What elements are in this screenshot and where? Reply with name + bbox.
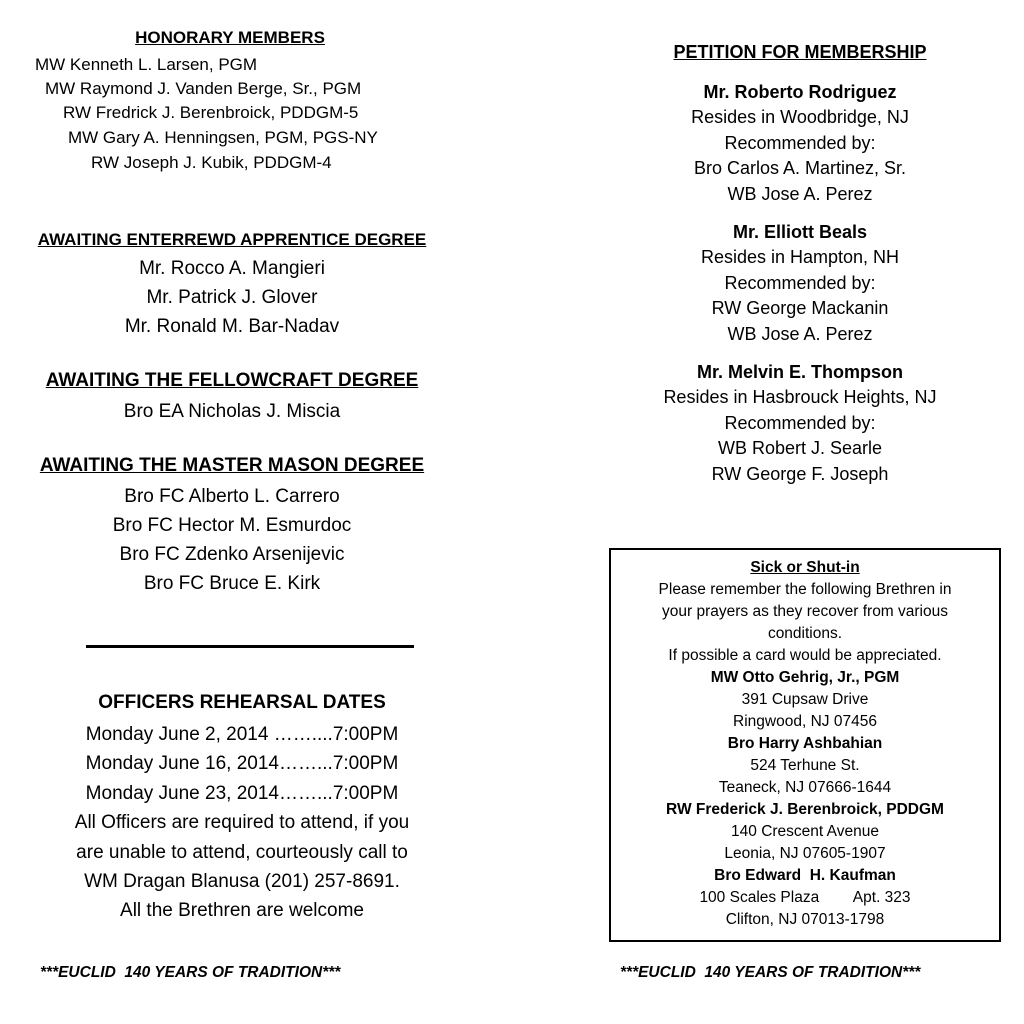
sick-intro: your prayers as they recover from various xyxy=(662,603,948,620)
sick-person-address: 100 Scales Plaza Apt. 323 xyxy=(699,889,911,906)
sick-intro: conditions. xyxy=(767,625,843,642)
sick-person-address: 524 Terhune St. xyxy=(750,757,860,774)
rehearsal-date: Monday June 2, 2014 ……....7:00PM xyxy=(85,724,399,745)
honorary-member: MW Gary A. Henningsen, PGM, PGS-NY xyxy=(68,128,378,147)
awaiting-ea-name: Mr. Rocco A. Mangieri xyxy=(139,258,325,279)
recommender: Bro Carlos A. Martinez, Sr. xyxy=(693,158,907,178)
officers-note: are unable to attend, courteously call to xyxy=(76,842,408,863)
recommended-label: Recommended by: xyxy=(724,273,876,293)
sick-person-name: MW Otto Gehrig, Jr., PGM xyxy=(710,669,900,686)
honorary-member: MW Raymond J. Vanden Berge, Sr., PGM xyxy=(45,79,362,98)
sick-person-name: Bro Edward H. Kaufman xyxy=(714,867,896,884)
awaiting-mm-name: Bro FC Bruce E. Kirk xyxy=(143,573,321,594)
candidate-name: Mr. Elliott Beals xyxy=(732,222,868,242)
officers-rehearsal-heading: OFFICERS REHEARSAL DATES xyxy=(98,692,386,713)
officers-note: All the Brethren are welcome xyxy=(120,900,364,921)
footer-tagline-left: ***EUCLID 140 YEARS OF TRADITION*** xyxy=(40,964,341,981)
honorary-member: MW Kenneth L. Larsen, PGM xyxy=(35,55,258,74)
awaiting-fc-name: Bro EA Nicholas J. Miscia xyxy=(123,401,341,422)
honorary-member: RW Fredrick J. Berenbroick, PDDGM-5 xyxy=(63,103,359,122)
recommender: RW George Mackanin xyxy=(711,298,889,318)
candidate-residence: Resides in Hampton, NH xyxy=(700,247,900,267)
candidate-residence: Resides in Hasbrouck Heights, NJ xyxy=(663,387,937,407)
recommended-label: Recommended by: xyxy=(724,133,876,153)
recommended-label: Recommended by: xyxy=(724,413,876,433)
sick-person-address: Teaneck, NJ 07666-1644 xyxy=(718,779,892,796)
awaiting-mm-name: Bro FC Alberto L. Carrero xyxy=(124,486,340,507)
sick-intro: If possible a card would be appreciated. xyxy=(668,647,942,664)
recommender: RW George F. Joseph xyxy=(711,464,889,484)
candidate-name: Mr. Melvin E. Thompson xyxy=(696,362,903,382)
sick-person-address: Leonia, NJ 07605-1907 xyxy=(724,845,886,862)
rehearsal-date: Monday June 23, 2014……...7:00PM xyxy=(85,783,399,804)
awaiting-mm-heading: AWAITING THE MASTER MASON DEGREE xyxy=(39,455,425,476)
sick-person-name: RW Frederick J. Berenbroick, PDDGM xyxy=(666,801,944,818)
recommender: WB Robert J. Searle xyxy=(717,438,883,458)
rehearsal-date: Monday June 16, 2014……...7:00PM xyxy=(85,753,399,774)
sick-person-name: Bro Harry Ashbahian xyxy=(727,735,883,752)
sick-person-address: 391 Cupsaw Drive xyxy=(741,691,869,708)
recommender: WB Jose A. Perez xyxy=(727,184,873,204)
divider-line xyxy=(86,645,414,648)
officers-note: WM Dragan Blanusa (201) 257-8691. xyxy=(84,871,400,892)
candidate-residence: Resides in Woodbridge, NJ xyxy=(691,107,909,127)
awaiting-ea-heading: AWAITING ENTERREWD APPRENTICE DEGREE xyxy=(37,230,427,249)
petition-heading: PETITION FOR MEMBERSHIP xyxy=(673,42,927,62)
candidate-name: Mr. Roberto Rodriguez xyxy=(703,82,897,102)
awaiting-ea-name: Mr. Ronald M. Bar-Nadav xyxy=(124,316,340,337)
sick-shut-in-heading: Sick or Shut-in xyxy=(750,559,860,576)
honorary-members-heading: HONORARY MEMBERS xyxy=(135,28,325,47)
honorary-member: RW Joseph J. Kubik, PDDGM-4 xyxy=(91,153,332,172)
officers-note: All Officers are required to attend, if you xyxy=(74,812,410,833)
footer-tagline-right: ***EUCLID 140 YEARS OF TRADITION*** xyxy=(620,964,921,981)
sick-person-address: 140 Crescent Avenue xyxy=(731,823,879,840)
recommender: WB Jose A. Perez xyxy=(727,324,873,344)
awaiting-fc-heading: AWAITING THE FELLOWCRAFT DEGREE xyxy=(45,370,419,391)
awaiting-mm-name: Bro FC Hector M. Esmurdoc xyxy=(112,515,352,536)
sick-person-address: Clifton, NJ 07013-1798 xyxy=(725,911,885,928)
awaiting-ea-name: Mr. Patrick J. Glover xyxy=(146,287,318,308)
sick-person-address: Ringwood, NJ 07456 xyxy=(733,713,877,730)
awaiting-mm-name: Bro FC Zdenko Arsenijevic xyxy=(119,544,345,565)
sick-intro: Please remember the following Brethren in xyxy=(658,581,952,598)
